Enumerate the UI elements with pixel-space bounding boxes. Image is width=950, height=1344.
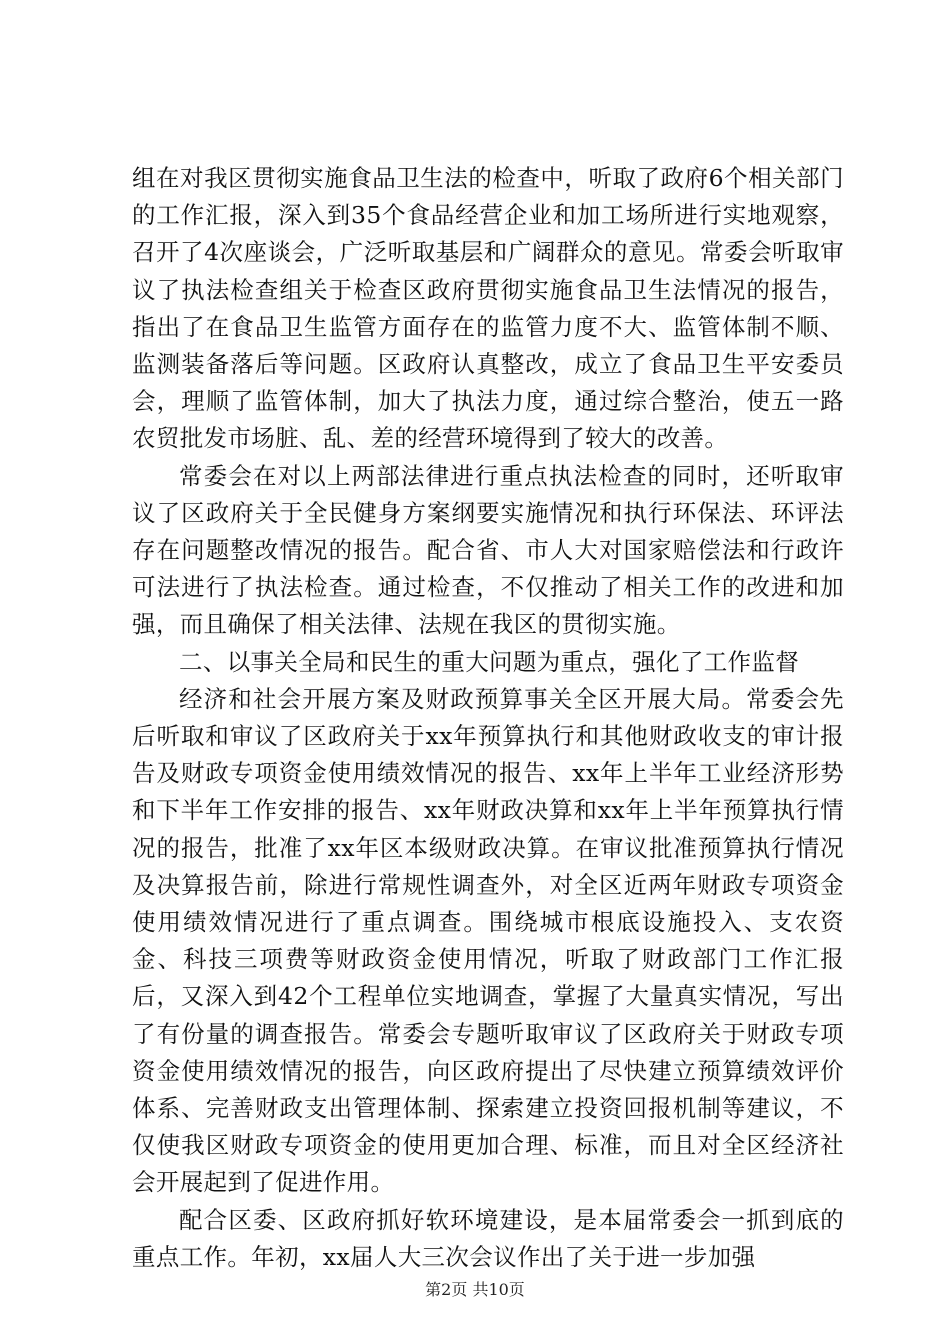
document-body xyxy=(132,160,844,1276)
section-heading-work-supervision: 二、以事关全局和民生的重大问题为重点，强化了工作监督 xyxy=(179,647,800,676)
page-number-footer: 第2页 共10页 xyxy=(425,1280,525,1299)
paragraph-soft-environment: 配合区委、区政府抓好软环境建设，是本届常委会一抓到底的重点工作。年初，xx届人大三次会议作出了关于进一步加强 xyxy=(132,1205,844,1271)
paragraph-budget-and-finance: 经济和社会开展方案及财政预算事关全区开展大局。常委会先后听取和审议了区政府关于xx年预算执行和其他财政收支的审计报告及财政专项资金使用绩效情况的报告、xx年上半年工业经济形势和下半年工作安排的报告、xx年财政决算和xx年上半年预算执行情况的报告，批准了xx年区本级财政决算。在审议批准预算执行情况及决算报告前，除进行常规性调查外，对全区近两年财政专项资金使用绩效情况进行了重点调查。围绕城市根底设施投入、支农资金、科技三项费等财政资金使用情况，听取了财政部门工作汇报后，又深入到42个工程单位实地调查，掌握了大量真实情况，写出了有份量的调查报告。常委会专题听取审议了区政府关于财政专项资金使用绩效情况的报告，向区政府提出了尽快建立预算绩效评价体系、完善财政支出管理体制、探索建立投资回报机制等建议，不仅使我区财政专项资金的使用更加合理、标准，而且对全区经济社会开展起到了促进作用。 xyxy=(132,684,844,1197)
paragraph-law-enforcement-review: 常委会在对以上两部法律进行重点执法检查的同时，还听取审议了区政府关于全民健身方案纲要实施情况和执行环保法、环评法存在问题整改情况的报告。配合省、市人大对国家赔偿法和行政许可法进行了执法检查。通过检查，不仅推动了相关工作的改进和加强，而且确保了相关法律、法规在我区的贯彻实施。 xyxy=(132,461,844,639)
paragraph-food-hygiene-inspection: 组在对我区贯彻实施食品卫生法的检查中，听取了政府6个相关部门的工作汇报，深入到35个食品经营企业和加工场所进行实地观察，召开了4次座谈会，广泛听取基层和广阔群众的意见。常委会听取审议了执法检查组关于检查区政府贯彻实施食品卫生法情况的报告，指出了在食品卫生监管方面存在的监管力度不大、监管体制不顺、监测装备落后等问题。区政府认真整改，成立了食品卫生平安委员会，理顺了监管体制，加大了执法力度，通过综合整治，使五一路农贸批发市场脏、乱、差的经营环境得到了较大的改善。 xyxy=(132,164,844,453)
